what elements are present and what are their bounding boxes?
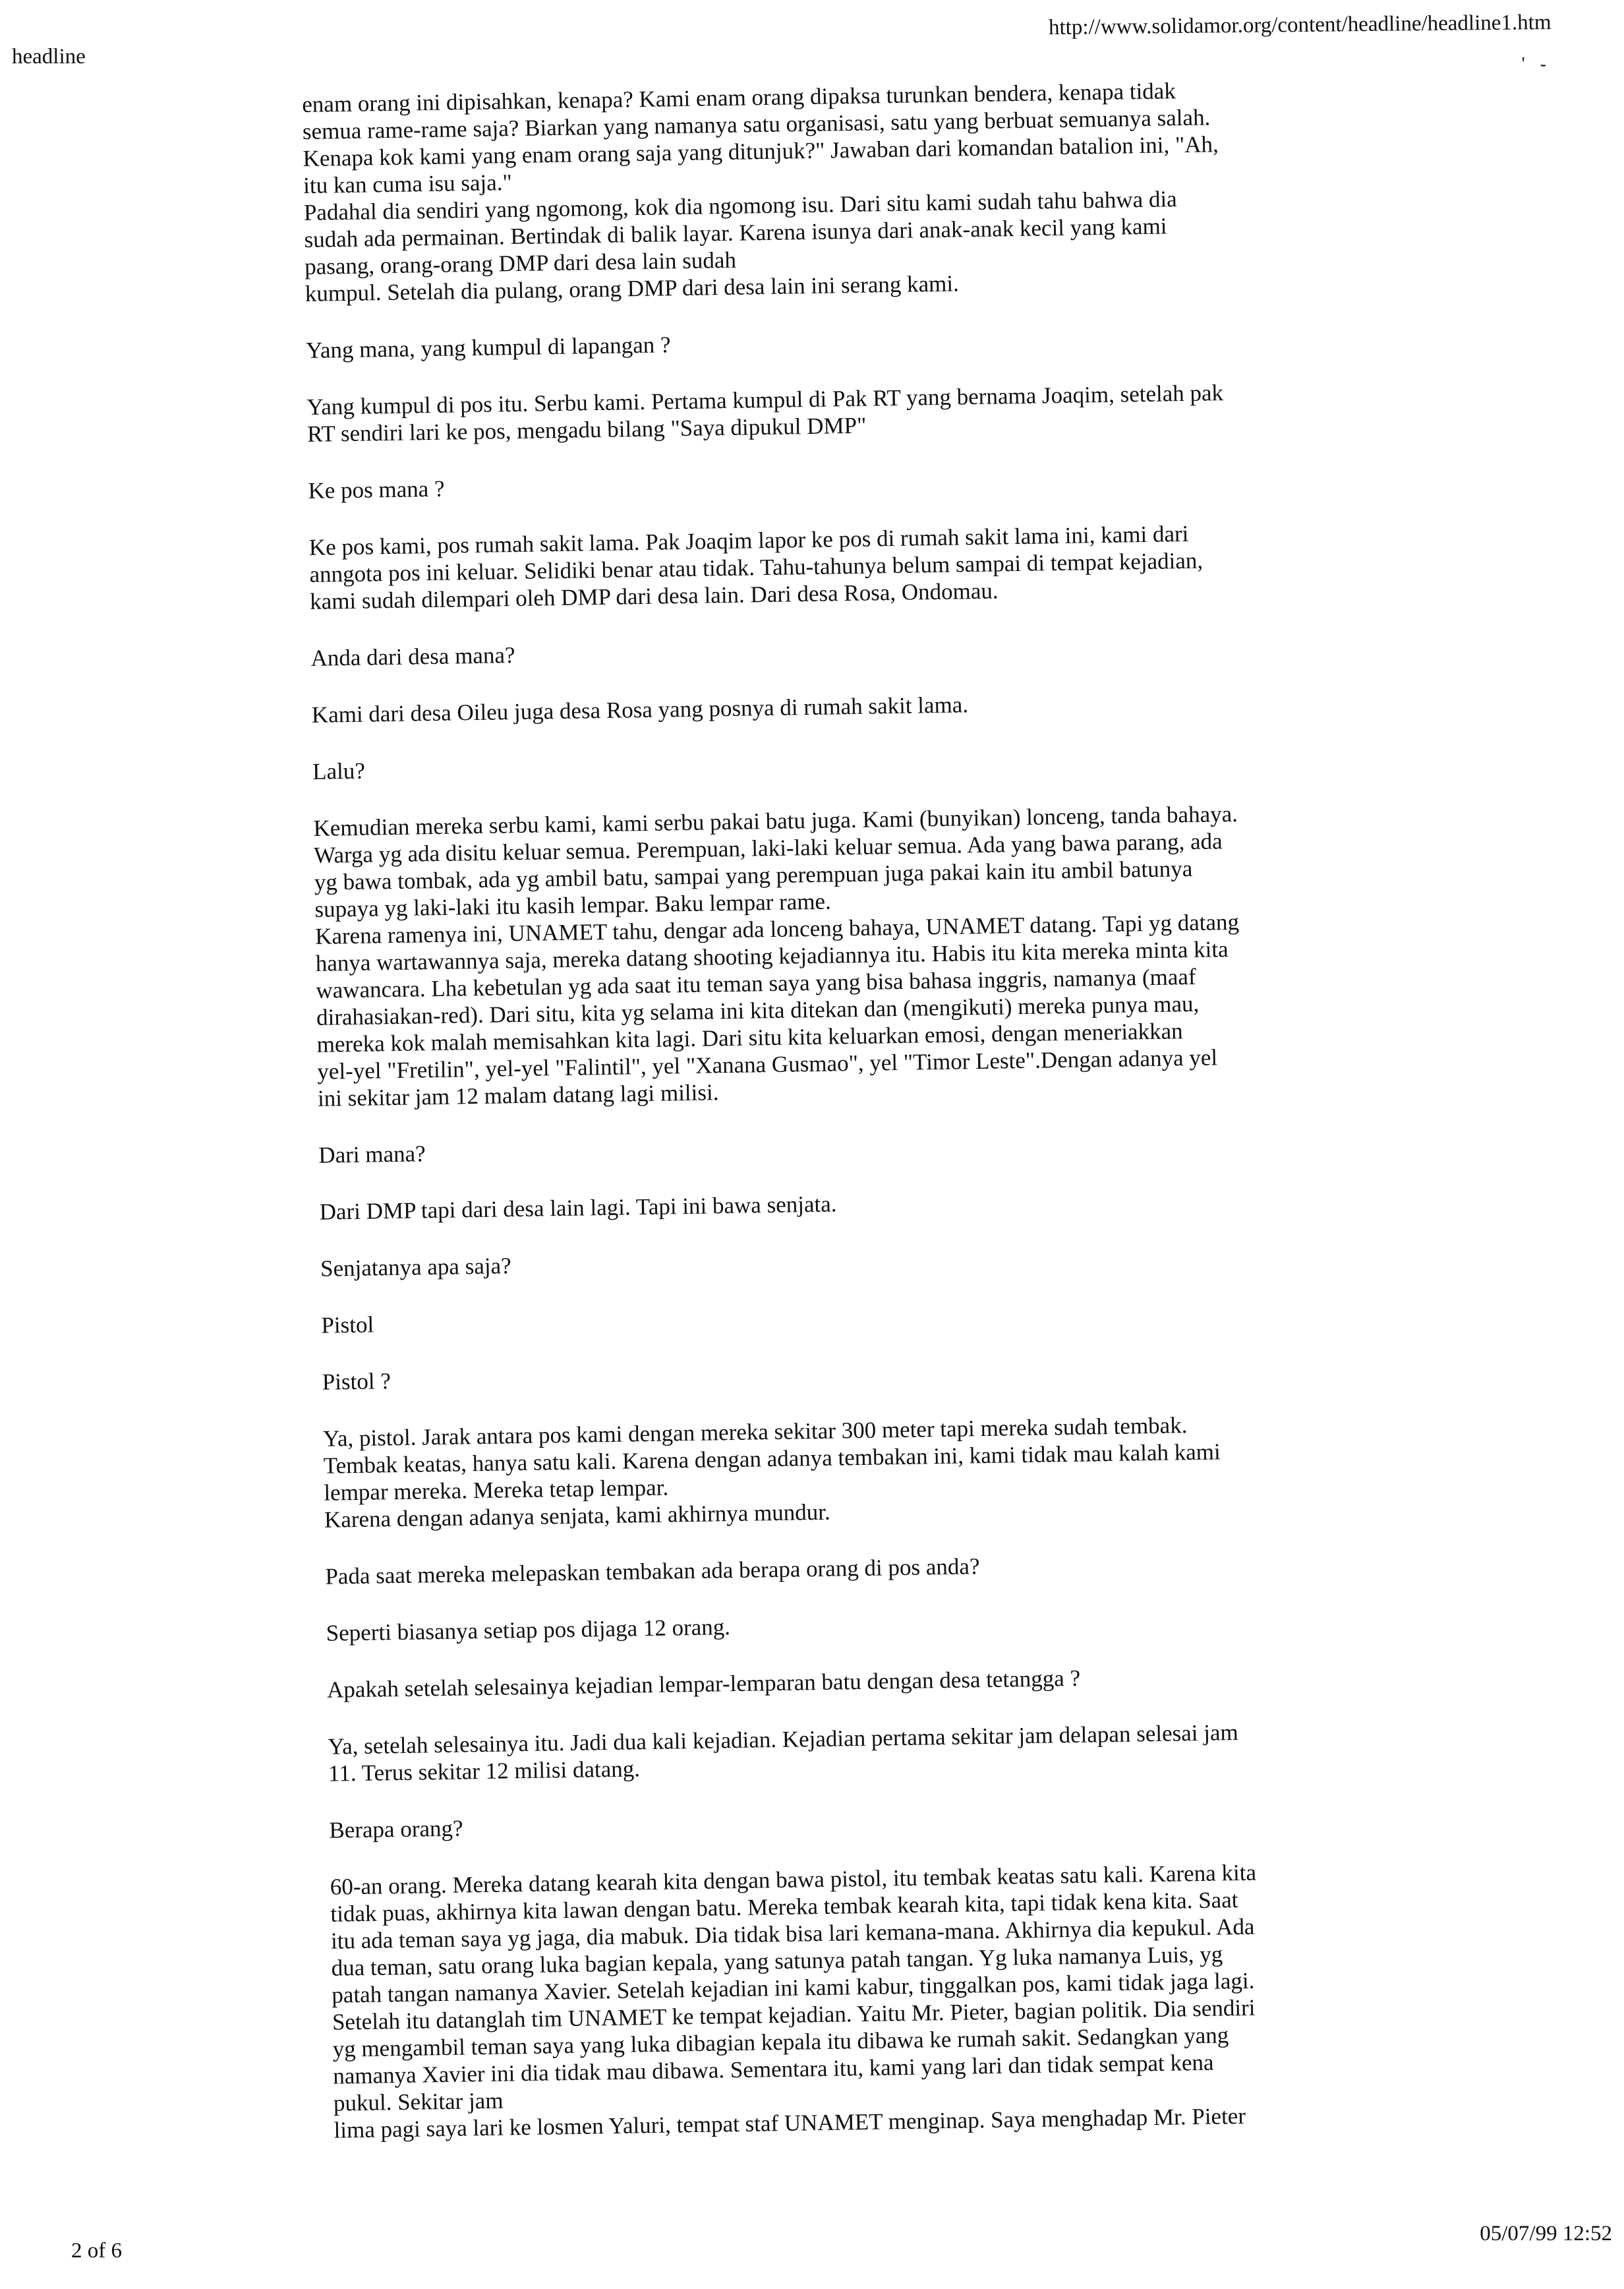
- paragraph: Pada saat mereka melepaskan tembakan ada berapa orang di pos anda?: [325, 1553, 980, 1590]
- paragraph: Seperti biasanya setiap pos dijaga 12 orang.: [326, 1614, 731, 1646]
- page-header-title: headline: [12, 45, 86, 69]
- paragraph: Lalu?: [312, 758, 366, 785]
- paragraph: Pistol: [321, 1311, 374, 1338]
- paragraph: enam orang ini dipisahkan, kenapa? Kami enam orang dipaksa turunkan bendera, kenapa tidak semua rame-rame saja? Biarkan yang namanya satu organisasi, satu yang berbuat semuanya salah. Kenapa kok kami yang enam orang saja yang ditunjuk?" Jawaban dari komandan batalion ini, "Ah, itu kan cuma isu saja." Padahal dia sendiri yang ngomong, kok dia ngomong isu. Dari situ kami sudah tahu bahwa dia sudah ada permainan. Bertindak di balik layar. Karena isunya dari anak-anak kecil yang kami pasang, orang-orang DMP dari desa lain sudah kumpul. Setelah dia pulang, orang DMP dari desa lain ini serang kami.: [302, 78, 1219, 307]
- page-url: http://www.solidamor.org/content/headline/headline1.htm: [1049, 11, 1552, 40]
- paragraph: Anda dari desa mana?: [310, 642, 515, 671]
- paragraph: Yang kumpul di pos itu. Serbu kami. Pertama kumpul di Pak RT yang bernama Joaqim, setelah pak RT sendiri lari ke pos, mengadu bilang "Saya dipukul DMP": [306, 380, 1224, 447]
- page-number: 2 of 6: [71, 2239, 122, 2263]
- paragraph: Dari DMP tapi dari desa lain lagi. Tapi ini bawa senjata.: [319, 1191, 837, 1225]
- article-body: [302, 73, 1494, 2173]
- paragraph: Kami dari desa Oileu juga desa Rosa yang posnya di rumah sakit lama.: [311, 692, 969, 728]
- paragraph: Ya, pistol. Jarak antara pos kami dengan mereka sekitar 300 meter tapi mereka sudah tembak. Tembak keatas, hanya satu kali. Karena dengan adanya tembakan ini, kami tidak mau kalah kami lempar mereka. Mereka tetap lempar. Karena dengan adanya senjata, kami akhirnya mundur.: [322, 1412, 1221, 1533]
- paragraph: Senjatanya apa saja?: [320, 1253, 511, 1282]
- scan-mark: ' -: [1521, 54, 1552, 74]
- paragraph: Apakah setelah selesainya kejadian lempar-lemparan batu dengan desa tetangga ?: [326, 1665, 1081, 1703]
- paragraph: Ke pos kami, pos rumah sakit lama. Pak Joaqim lapor ke pos di rumah sakit lama ini, kami dari anngota pos ini keluar. Selidiki benar atau tidak. Tahu-tahunya belum sampai di tempat kejadian, kami sudah dilempari oleh DMP dari desa lain. Dari desa Rosa, Ondomau.: [308, 520, 1204, 614]
- paragraph: Yang mana, yang kumpul di lapangan ?: [305, 332, 671, 363]
- paragraph: Ke pos mana ?: [308, 475, 445, 504]
- print-datetime: 05/07/99 12:52: [1480, 2222, 1612, 2245]
- paragraph: Berapa orang?: [329, 1815, 463, 1843]
- paragraph: Pistol ?: [322, 1368, 392, 1395]
- paragraph: 60-an orang. Mereka datang kearah kita dengan bawa pistol, itu tembak keatas satu kali. Karena kita tidak puas, akhirnya kita lawan dengan batu. Mereka tembak kearah kita, tapi tidak kena kita. Saat itu ada teman saya yg jaga, dia mabuk. Dia tidak bisa lari kemana-mana. Akhirnya dia kepukul. Ada dua teman, satu orang luka bagian kepala, yang satunya patah tangan. Yg luka namanya Luis, yg patah tangan namanya Xavier. Setelah kejadian ini kami kabur, tinggalkan pos, kami tidak jaga lagi. Setelah itu datanglah tim UNAMET ke tempat kejadian. Yaitu Mr. Pieter, bagian politik. Dia sendiri yg mengambil teman saya yang luka dibagian kepala itu dibawa ke rumah sakit. Sedangkan yang namanya Xavier ini dia tidak mau dibawa. Sementara itu, kami yang lari dan tidak sempat kena pukul. Sekitar jam lima pagi saya lari ke losmen Yaluri, tempat staf UNAMET menginap. Saya menghadap Mr. Pieter: [330, 1859, 1257, 2143]
- paragraph: Ya, setelah selesainya itu. Jadi dua kali kejadian. Kejadian pertama sekitar jam delapan selesai jam 11. Terus sekitar 12 milisi datang.: [328, 1719, 1238, 1787]
- paragraph: Dari mana?: [318, 1141, 426, 1168]
- paragraph: Kemudian mereka serbu kami, kami serbu pakai batu juga. Kami (bunyikan) lonceng, tanda bahaya. Warga yg ada disitu keluar semua. Perempuan, laki-laki keluar semua. Ada yang bawa parang, ada yg bawa tombak, ada yg ambil batu, sampai yang perempuan juga pakai kain itu ambil batunya supaya yg laki-laki itu kasih lempar. Baku lempar rame. Karena ramenya ini, UNAMET tahu, dengar ada lonceng bahaya, UNAMET datang. Tapi yg datang hanya wartawannya saja, mereka datang shooting kejadiannya itu. Habis itu kita mereka minta kita wawancara. Lha kebetulan yg ada saat itu teman saya yang bisa bahasa inggris, namanya (maaf dirahasiakan-red). Dari situ, kita yg selama ini kita ditekan dan (mengikuti) mereka punya mau, mereka kok malah memisahkan kita lagi. Dari situ kita keluarkan emosi, dengan meneriakkan yel-yel "Fretilin", yel-yel "Falintil", yel "Xanana Gusmao", yel "Timor Leste".Dengan adanya yel ini sekitar jam 12 malam datang lagi milisi.: [313, 800, 1240, 1112]
